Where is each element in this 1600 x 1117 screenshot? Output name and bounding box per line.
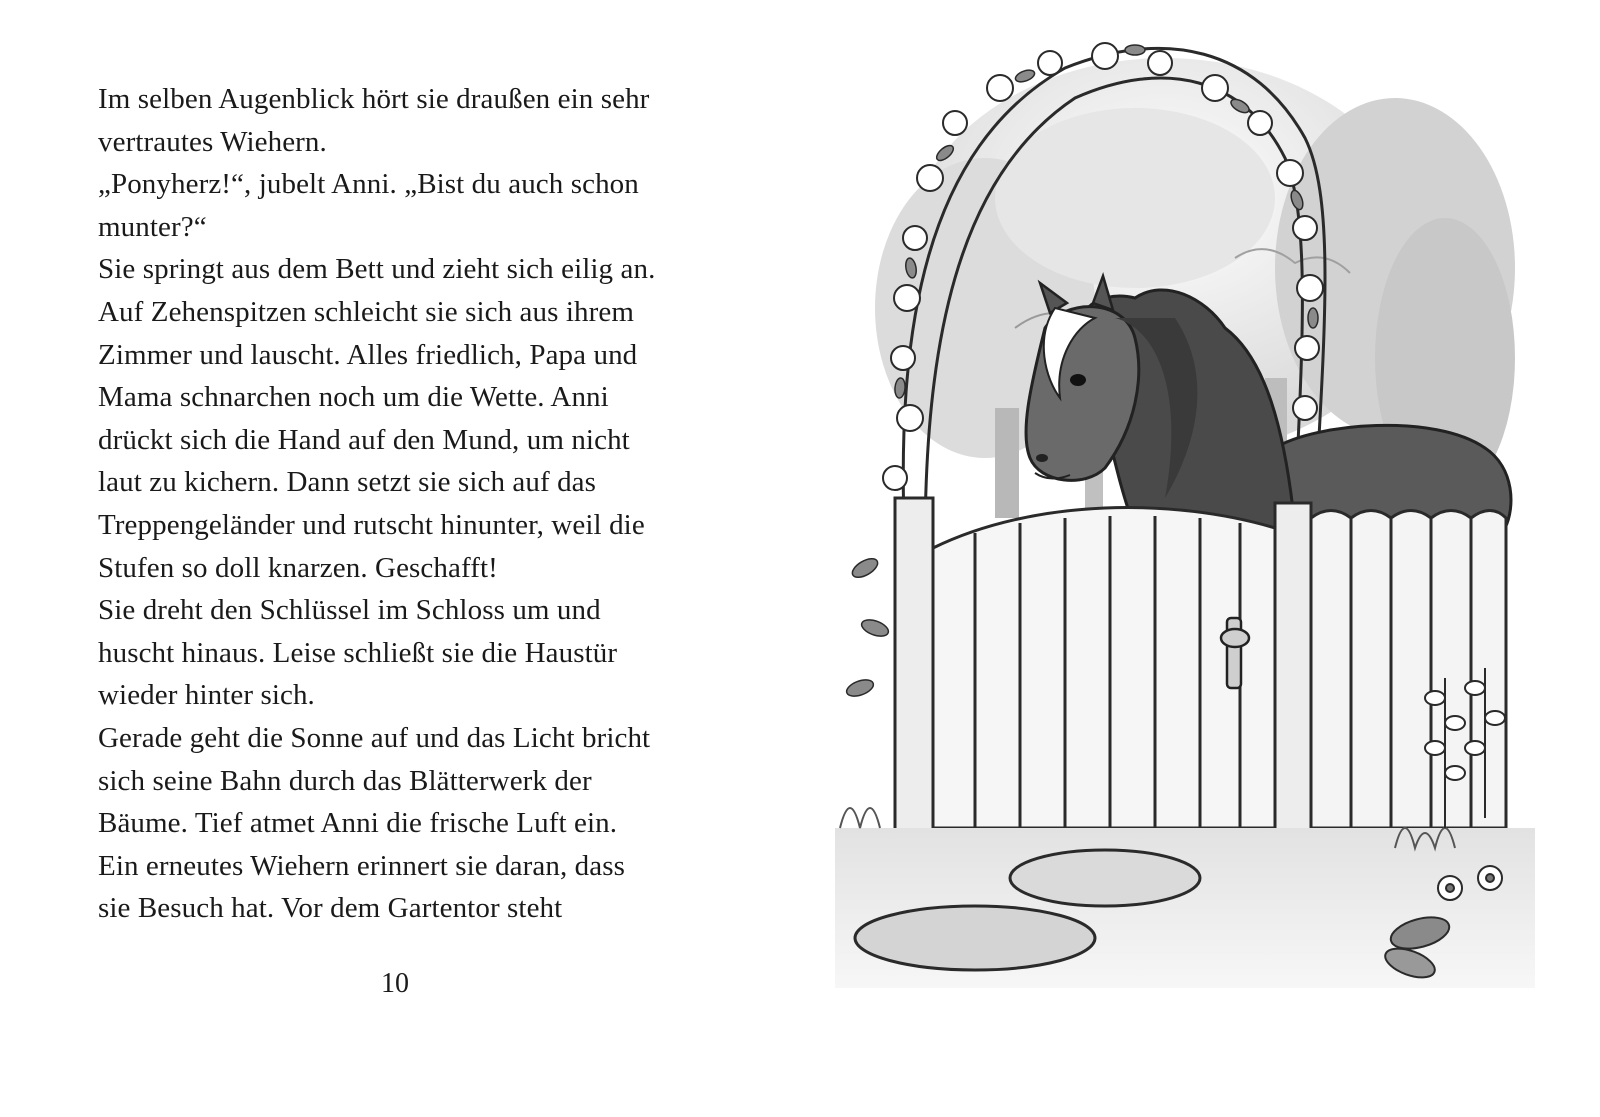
- story-line-12: Stufen so doll knarzen. Geschafft!: [98, 551, 498, 584]
- story-line-1: Im selben Augenblick hört sie draußen ein sehr: [98, 83, 650, 115]
- story-line-20: sie Besuch hat. Vor dem Gartentor steht: [98, 892, 563, 925]
- story-line-11: Treppengeländer und rutscht hinunter, weil die: [98, 508, 645, 541]
- story-line-7: Zimmer und lauscht. Alles friedlich, Papa und: [98, 338, 638, 371]
- garden-gate: [933, 508, 1275, 828]
- story-line-8: Mama schnarchen noch um die Wette. Anni: [98, 381, 609, 414]
- story-line-4: munter?“: [98, 210, 207, 243]
- pony-at-garden-gate-illustration: [835, 28, 1535, 988]
- story-line-9: drückt sich die Hand auf den Mund, um nicht: [98, 423, 630, 456]
- story-line-14: huscht hinaus. Leise schließt sie die Haustür: [98, 636, 618, 669]
- story-line-19: Ein erneutes Wiehern erinnert sie daran, dass: [98, 849, 626, 882]
- story-line-10: laut zu kichern. Dann setzt sie sich auf das: [98, 466, 597, 499]
- story-text: [98, 78, 738, 930]
- story-line-16: Gerade geht die Sonne auf und das Licht bricht: [98, 721, 651, 754]
- story-line-17: sich seine Bahn durch das Blätterwerk der: [98, 764, 592, 797]
- page-number: 10: [381, 968, 409, 999]
- story-line-18: Bäume. Tief atmet Anni die frische Luft ein.: [98, 807, 618, 840]
- story-line-13: Sie dreht den Schlüssel im Schloss um und: [98, 594, 601, 627]
- story-line-3: „Ponyherz!“, jubelt Anni. „Bist du auch schon: [98, 168, 639, 201]
- story-line-15: wieder hinter sich.: [98, 679, 315, 712]
- story-line-5: Sie springt aus dem Bett und zieht sich eilig an.: [98, 253, 656, 286]
- story-line-6: Auf Zehenspitzen schleicht sie sich aus ihrem: [98, 295, 635, 328]
- story-line-2: vertrautes Wiehern.: [98, 125, 327, 158]
